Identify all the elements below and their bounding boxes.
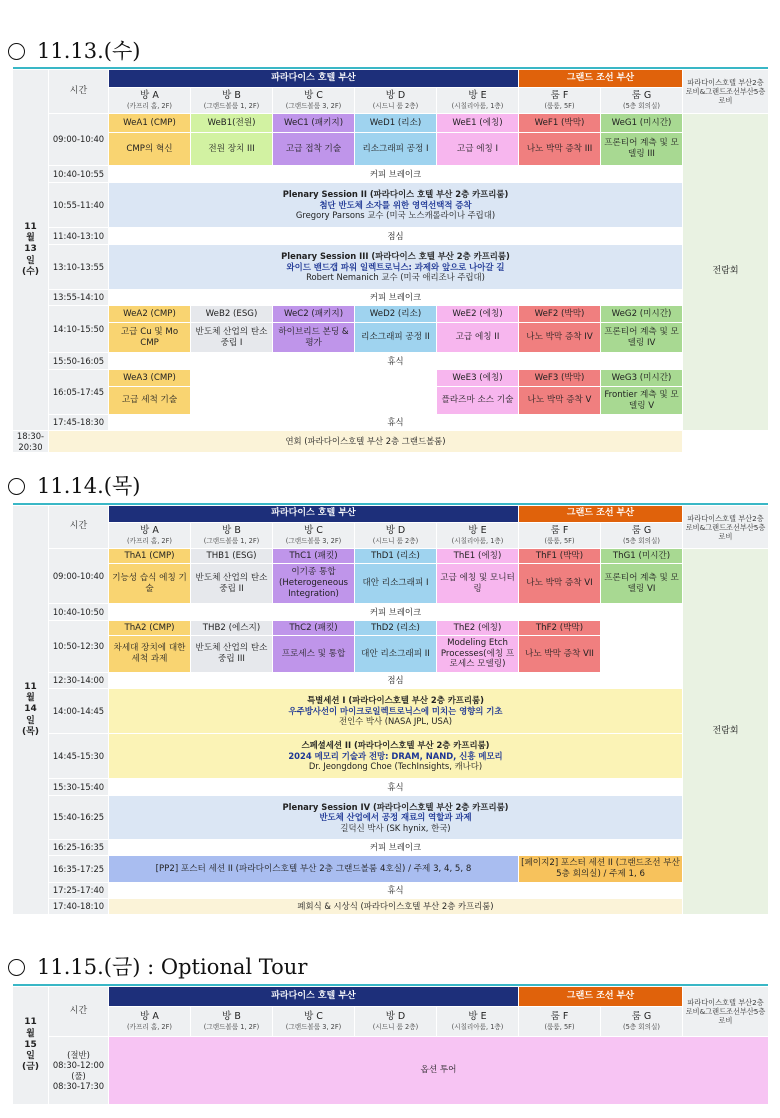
session-code: ThE2 (에칭) [437, 621, 519, 636]
session-title: CMP의 혁신 [109, 133, 191, 166]
session-title: 프론티어 계측 및 모델링 III [601, 133, 683, 166]
session-code: WeC1 (패키지) [273, 114, 355, 133]
time-slot: 17:25-17:40 [49, 883, 109, 899]
coffee-break: 커피 브레이크 [109, 290, 683, 306]
session-title: 플라즈마 소스 기술 [437, 387, 519, 415]
room-header-g: 룸 G (5층 회의실) [601, 1007, 683, 1037]
day1-exhibition: 전람회 [683, 114, 769, 431]
session-title: 리소그래피 공정 II [355, 323, 437, 353]
time-slot: 17:45-18:30 [49, 415, 109, 431]
session-title: 고급 Cu 및 Mo CMP [109, 323, 191, 353]
session-code: WeG2 (미시간) [601, 306, 683, 323]
plenary-session-3: Plenary Session III (파라다이스 호텔 부산 2층 카프리룸) 와이드 밴드갭 파워 일렉트로닉스: 과제와 앞으로 나아갈 길 Robert Nemanich 교수 (미국 애리조나 주립대) [109, 245, 683, 290]
plenary-session-4: Plenary Session IV (파라다이스호텔 부산 2층 카프리룸) 반도체 산업에서 공정 재료의 역할과 과제 길덕신 박사 (SK hynix, 한국) [109, 796, 683, 840]
circle-bullet-icon [8, 43, 25, 60]
grand-josun-header: 그랜드 조선 부산 [519, 70, 683, 88]
time-slot: 10:50-12:30 [49, 621, 109, 673]
session-title: 하이브리드 본딩 & 평가 [273, 323, 355, 353]
session-title: 고급 세척 기술 [109, 387, 191, 415]
session-code: ThA2 (CMP) [109, 621, 191, 636]
session-title: 반도체 산업의 탄소 중립 II [191, 564, 273, 604]
time-header: 시간 [49, 70, 109, 114]
day3-date-label: 11 월 15 일 (금) [13, 987, 49, 1105]
session-code: ThF1 (박막) [519, 549, 601, 564]
session-title: 나노 박막 증착 VI [519, 564, 601, 604]
room-header-c: 방 C (그랜드볼룸 3, 2F) [273, 88, 355, 114]
room-header-b: 방 B (그랜드볼룸 1, 2F) [191, 88, 273, 114]
session-title: 차세대 장치에 대한 세척 과제 [109, 636, 191, 673]
lobby-header: 파라다이스호텔 부산2층 로비&그랜드조선부산5층 로비 [683, 70, 769, 114]
circle-bullet-icon [8, 959, 25, 976]
day2-exhibition: 전람회 [683, 549, 769, 915]
time-slot: 09:00-10:40 [49, 549, 109, 604]
session-code: WeA1 (CMP) [109, 114, 191, 133]
grand-josun-header: 그랜드 조선 부산 [519, 987, 683, 1007]
coffee-break: 커피 브레이크 [109, 166, 683, 183]
room-header-b: 방 B (그랜드볼룸 1, 2F) [191, 1007, 273, 1037]
grand-josun-header: 그랜드 조선 부산 [519, 506, 683, 523]
poster-session-grand: [페이지2] 포스터 세션 II (그랜드조선 부산 5층 회의실) / 주제 1, 6 [519, 856, 683, 883]
day2-schedule-table [12, 502, 769, 915]
session-title: 리소그래피 공정 I [355, 133, 437, 166]
session-title: 나노 박막 증착 VII [519, 636, 601, 673]
session-title: 나노 박막 증착 IV [519, 323, 601, 353]
session-code: THB2 (에스지) [191, 621, 273, 636]
time-header: 시간 [49, 987, 109, 1037]
time-header: 시간 [49, 506, 109, 549]
session-code: WeG3 (미시간) [601, 370, 683, 387]
session-code: ThD1 (리소) [355, 549, 437, 564]
session-code: ThG1 (미시간) [601, 549, 683, 564]
room-header-b: 방 B (그랜드볼룸 1, 2F) [191, 523, 273, 549]
time-slot: 15:50-16:05 [49, 353, 109, 370]
special-session-2: 스페셜세션 II (파라다이스호텔 부산 2층 카프리룸) 2024 메모리 기술과 전망: DRAM, NAND, 신흥 메모리 Dr. Jeongdong Choe (TechInsights, 캐나다) [109, 734, 683, 779]
time-slot: 14:10-15:50 [49, 306, 109, 353]
room-header-g: 룸 G (5층 회의실) [601, 88, 683, 114]
time-slot: 15:40-16:25 [49, 796, 109, 840]
room-header-d: 방 D (시드니 룸 2층) [355, 88, 437, 114]
session-code: WeC2 (패키지) [273, 306, 355, 323]
room-header-d: 방 D (시드니 룸 2층) [355, 523, 437, 549]
banquet: 연회 (파라다이스호텔 부산 2층 그랜드볼룸) [49, 431, 683, 453]
session-code: WeG1 (미시간) [601, 114, 683, 133]
empty-slot [601, 621, 683, 673]
time-slot: 11:40-13:10 [49, 228, 109, 245]
lunch: 점심 [109, 673, 683, 689]
room-header-g: 룸 G (5층 회의실) [601, 523, 683, 549]
time-slot: 12:30-14:00 [49, 673, 109, 689]
time-slot: 16:05-17:45 [49, 370, 109, 415]
session-title: 이기종 통합 (Heterogeneous Integration) [273, 564, 355, 604]
session-title: 고급 에칭 II [437, 323, 519, 353]
time-slot: 14:45-15:30 [49, 734, 109, 779]
circle-bullet-icon [8, 478, 25, 495]
plenary-session-2: Plenary Session II (파라다이스 호텔 부산 2층 카프리룸) 첨단 반도체 소자를 위한 영역선택적 증착 Gregory Parsons 교수 (미국 노스캐롤라이나 주립대) [109, 183, 683, 228]
session-code: WeE2 (에칭) [437, 306, 519, 323]
session-code: ThE1 (에칭) [437, 549, 519, 564]
day2-date-label: 11 월 14 일 (목) [13, 506, 49, 915]
session-title: 대안 리소그래피 II [355, 636, 437, 673]
room-header-e: 방 E (시칠리아룸, 1층) [437, 88, 519, 114]
session-code: WeD1 (리소) [355, 114, 437, 133]
day1-date-label: 11 월 13 일 (수) [13, 70, 49, 431]
empty-slot [191, 370, 437, 415]
day3-title: 11.15.(금) : Optional Tour [8, 951, 307, 981]
room-header-c: 방 C (그랜드볼룸 3, 2F) [273, 1007, 355, 1037]
session-code: WeA3 (CMP) [109, 370, 191, 387]
session-title: 나노 박막 증착 V [519, 387, 601, 415]
time-slot: (절반) 08:30-12:00 (풀) 08:30-17:30 [49, 1037, 109, 1105]
session-title: 고급 에칭 및 모니터링 [437, 564, 519, 604]
session-code: WeF1 (박막) [519, 114, 601, 133]
session-title: 프론티어 계측 및 모델링 IV [601, 323, 683, 353]
room-header-a: 방 A (카프리 홈, 2F) [109, 523, 191, 549]
special-session-1: 특별세션 I (파라다이스호텔 부산 2층 카프리룸) 우주방사선이 마이크로일렉트로닉스에 미치는 영향의 기초 전인수 박사 (NASA JPL, USA) [109, 689, 683, 734]
session-title: Frontier 계측 및 모델링 V [601, 387, 683, 415]
break: 휴식 [109, 415, 683, 431]
session-title: 전원 장치 III [191, 133, 273, 166]
session-title: 반도체 산업의 탄소 중립 III [191, 636, 273, 673]
lobby-header: 파라다이스호텔 부산2층 로비&그랜드조선부산5층 로비 [683, 506, 769, 549]
room-header-f: 룸 F (룸룸, 5F) [519, 1007, 601, 1037]
session-title: 반도체 산업의 탄소 중립 I [191, 323, 273, 353]
time-slot: 15:30-15:40 [49, 779, 109, 796]
session-title: 고급 접착 기술 [273, 133, 355, 166]
session-code: WeE3 (에칭) [437, 370, 519, 387]
coffee-break: 커피 브레이크 [109, 840, 683, 856]
room-header-e: 방 E (시칠리아룸, 1층) [437, 1007, 519, 1037]
room-header-f: 룸 F (룸룸, 5F) [519, 88, 601, 114]
session-code: WeF2 (박막) [519, 306, 601, 323]
lobby-header: 파라다이스호텔 부산2층 로비&그랜드조선부산5층 로비 [683, 987, 769, 1037]
session-title: 고급 에칭 I [437, 133, 519, 166]
room-header-c: 방 C (그랜드볼룸 3, 2F) [273, 523, 355, 549]
paradise-hotel-header: 파라다이스 호텔 부산 [109, 987, 519, 1007]
session-title: 프론티어 계측 및 모델링 VI [601, 564, 683, 604]
day3-schedule-table [12, 983, 769, 1105]
day2-title: 11.14.(목) [8, 470, 140, 500]
room-header-e: 방 E (시칠리아룸, 1층) [437, 523, 519, 549]
time-slot: 14:00-14:45 [49, 689, 109, 734]
paradise-hotel-header: 파라다이스 호텔 부산 [109, 70, 519, 88]
optional-tour: 옵션 투어 [109, 1037, 769, 1105]
time-slot: 13:55-14:10 [49, 290, 109, 306]
break: 휴식 [109, 779, 683, 796]
time-slot: 13:10-13:55 [49, 245, 109, 290]
time-slot: 10:40-10:55 [49, 166, 109, 183]
session-code: ThF2 (박막) [519, 621, 601, 636]
day1-title: 11.13.(수) [8, 35, 140, 65]
session-code: THB1 (ESG) [191, 549, 273, 564]
poster-session-paradise: [PP2] 포스터 세션 II (파라다이스호텔 부산 2층 그랜드볼룸 4호실) / 주제 3, 4, 5, 8 [109, 856, 519, 883]
session-code: WeD2 (리소) [355, 306, 437, 323]
session-title: 대안 리소그래피 I [355, 564, 437, 604]
session-code: ThC2 (패킷) [273, 621, 355, 636]
session-title: 나노 박막 증착 III [519, 133, 601, 166]
paradise-hotel-header: 파라다이스 호텔 부산 [109, 506, 519, 523]
session-code: ThC1 (패킷) [273, 549, 355, 564]
time-slot: 10:55-11:40 [49, 183, 109, 228]
day1-schedule-table [12, 66, 769, 453]
session-title: 기능성 습식 에칭 기술 [109, 564, 191, 604]
break: 휴식 [109, 883, 683, 899]
session-code: WeA2 (CMP) [109, 306, 191, 323]
time-slot: 16:25-16:35 [49, 840, 109, 856]
session-code: WeB1(전원) [191, 114, 273, 133]
session-code: WeE1 (에칭) [437, 114, 519, 133]
time-slot: 17:40-18:10 [49, 899, 109, 915]
room-header-a: 방 A (카프리 홈, 2F) [109, 88, 191, 114]
time-slot: 16:35-17:25 [49, 856, 109, 883]
lunch: 점심 [109, 228, 683, 245]
session-code: ThD2 (리소) [355, 621, 437, 636]
session-title: Modeling Etch Processes(에칭 프로세스 모델링) [437, 636, 519, 673]
session-title: 프로세스 및 통합 [273, 636, 355, 673]
coffee-break: 커피 브레이크 [109, 604, 683, 621]
room-header-f: 룸 F (룸룸, 5F) [519, 523, 601, 549]
time-slot: 09:00-10:40 [49, 114, 109, 166]
room-header-d: 방 D (시드니 룸 2층) [355, 1007, 437, 1037]
session-code: ThA1 (CMP) [109, 549, 191, 564]
session-code: WeB2 (ESG) [191, 306, 273, 323]
break: 휴식 [109, 353, 683, 370]
closing-ceremony: 폐회식 & 시상식 (파라다이스호텔 부산 2층 카프리룸) [109, 899, 683, 915]
session-code: WeF3 (박막) [519, 370, 601, 387]
time-slot: 10:40-10:50 [49, 604, 109, 621]
room-header-a: 방 A (카프리 홈, 2F) [109, 1007, 191, 1037]
time-slot: 18:30-20:30 [13, 431, 49, 453]
